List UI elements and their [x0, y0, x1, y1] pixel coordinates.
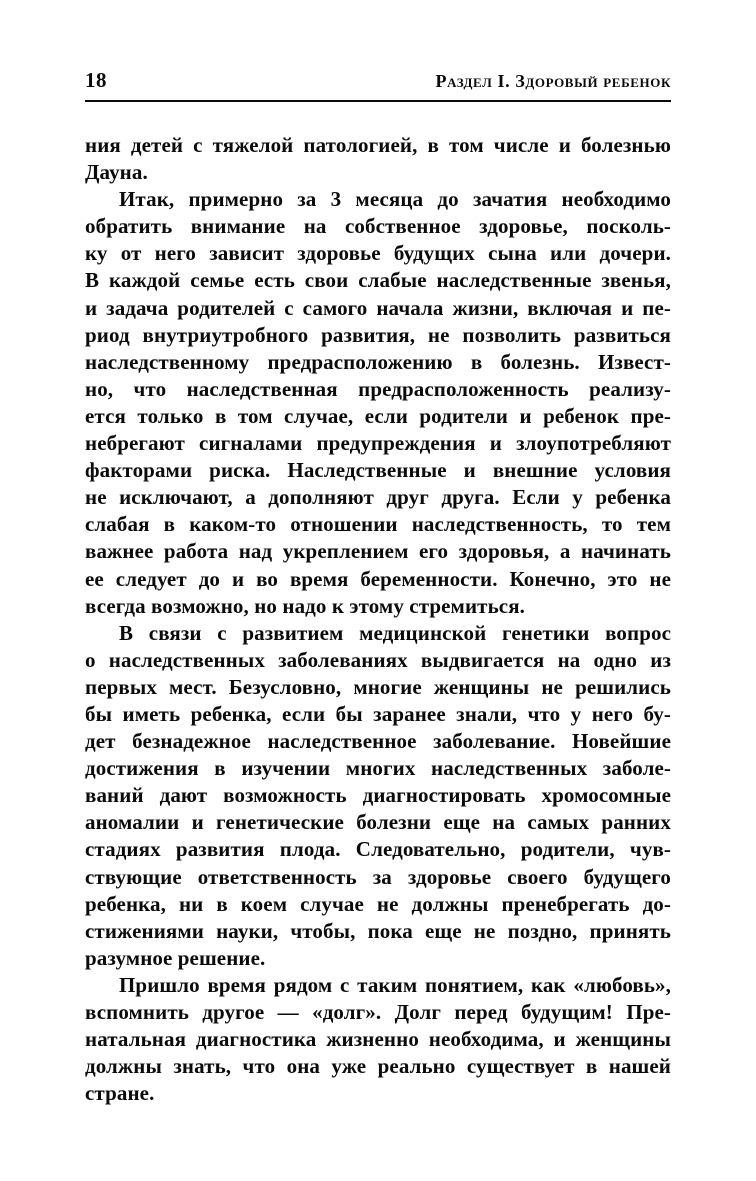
text-line: бы иметь ребенка, если бы заранее знали, что у него бу- [85, 701, 671, 726]
text-line: ется только в том случае, если родители и ребенок пре- [85, 403, 671, 428]
text-line: не исключают, а дополняют друг друга. Если у ребенка [85, 485, 671, 510]
text-line: о наследственных заболеваниях выдвигается на одно из [85, 647, 671, 672]
paragraph [85, 186, 671, 620]
text-line: В каждой семье есть свои слабые наследственные звенья, [85, 268, 671, 293]
text-block [85, 132, 671, 1107]
text-line: достижения в изучении многих наследственных заболе- [85, 756, 671, 781]
text-line: Итак, примерно за 3 месяца до зачатия необходимо [119, 187, 671, 212]
text-line: ствующие ответственность за здоровье своего будущего [85, 864, 671, 889]
text-line: первых мест. Безусловно, многие женщины не решились [85, 674, 671, 699]
page-header [85, 68, 671, 102]
text-line: стижениями науки, чтобы, пока еще не поздно, принять [85, 918, 671, 943]
text-line: Дауна. [85, 160, 148, 185]
text-line: ния детей с тяжелой патологией, в том числе и болезнью [85, 133, 671, 157]
text-line: обратить внимание на собственное здоровье, посколь- [85, 214, 671, 239]
text-line: небрегают сигналами предупреждения и злоупотребляют [85, 431, 671, 456]
text-line: ку от него зависит здоровье будущих сына или дочери. [85, 241, 671, 266]
paragraph [85, 620, 671, 972]
text-line: В связи с развитием медицинской генетики вопрос [119, 620, 671, 645]
text-line: ребенка, ни в коем случае не должны пренебрегать до- [85, 891, 671, 916]
text-line: важнее работа над укреплением его здоровья, а начинать [85, 539, 671, 564]
text-line: стране. [85, 1081, 155, 1106]
text-line: факторами риска. Наследственные и внешние условия [85, 458, 671, 483]
text-line: натальная диагностика жизненно необходима, и женщины [85, 1027, 671, 1052]
paragraph [85, 972, 671, 1107]
text-line: стадиях развития плода. Следовательно, родители, чув- [85, 837, 671, 862]
text-line: дет безнадежное наследственное заболевание. Новейшие [85, 729, 671, 754]
text-line: разумное решение. [85, 945, 266, 970]
paragraph [85, 132, 671, 186]
text-line: ее следует до и во время беременности. Конечно, это не [85, 566, 671, 591]
text-line: Пришло время рядом с таким понятием, как «любовь», [119, 972, 671, 997]
text-line: и задача родителей с самого начала жизни, включая и пе- [85, 295, 671, 320]
text-line: вспомнить другое — «долг». Долг перед будущим! Пре- [85, 1000, 671, 1024]
text-line: наследственному предрасположению в болезнь. Извест- [85, 349, 671, 374]
text-line: аномалии и генетические болезни еще на самых ранних [85, 810, 671, 835]
text-line: должны знать, что она уже реально существует в нашей [85, 1054, 671, 1079]
page-number: 18 [85, 68, 107, 92]
running-header: Раздел I. Здоровый ребенок [435, 71, 671, 91]
text-line: риод внутриутробного развития, не позволить развиться [85, 322, 671, 347]
text-line: ваний дают возможность диагностировать хромосомные [85, 783, 671, 808]
text-line: но, что наследственная предрасположенность реализу- [85, 376, 671, 401]
text-line: слабая в каком-то отношении наследственность, то тем [85, 512, 671, 537]
text-line: всегда возможно, но надо к этому стремиться. [85, 593, 526, 618]
